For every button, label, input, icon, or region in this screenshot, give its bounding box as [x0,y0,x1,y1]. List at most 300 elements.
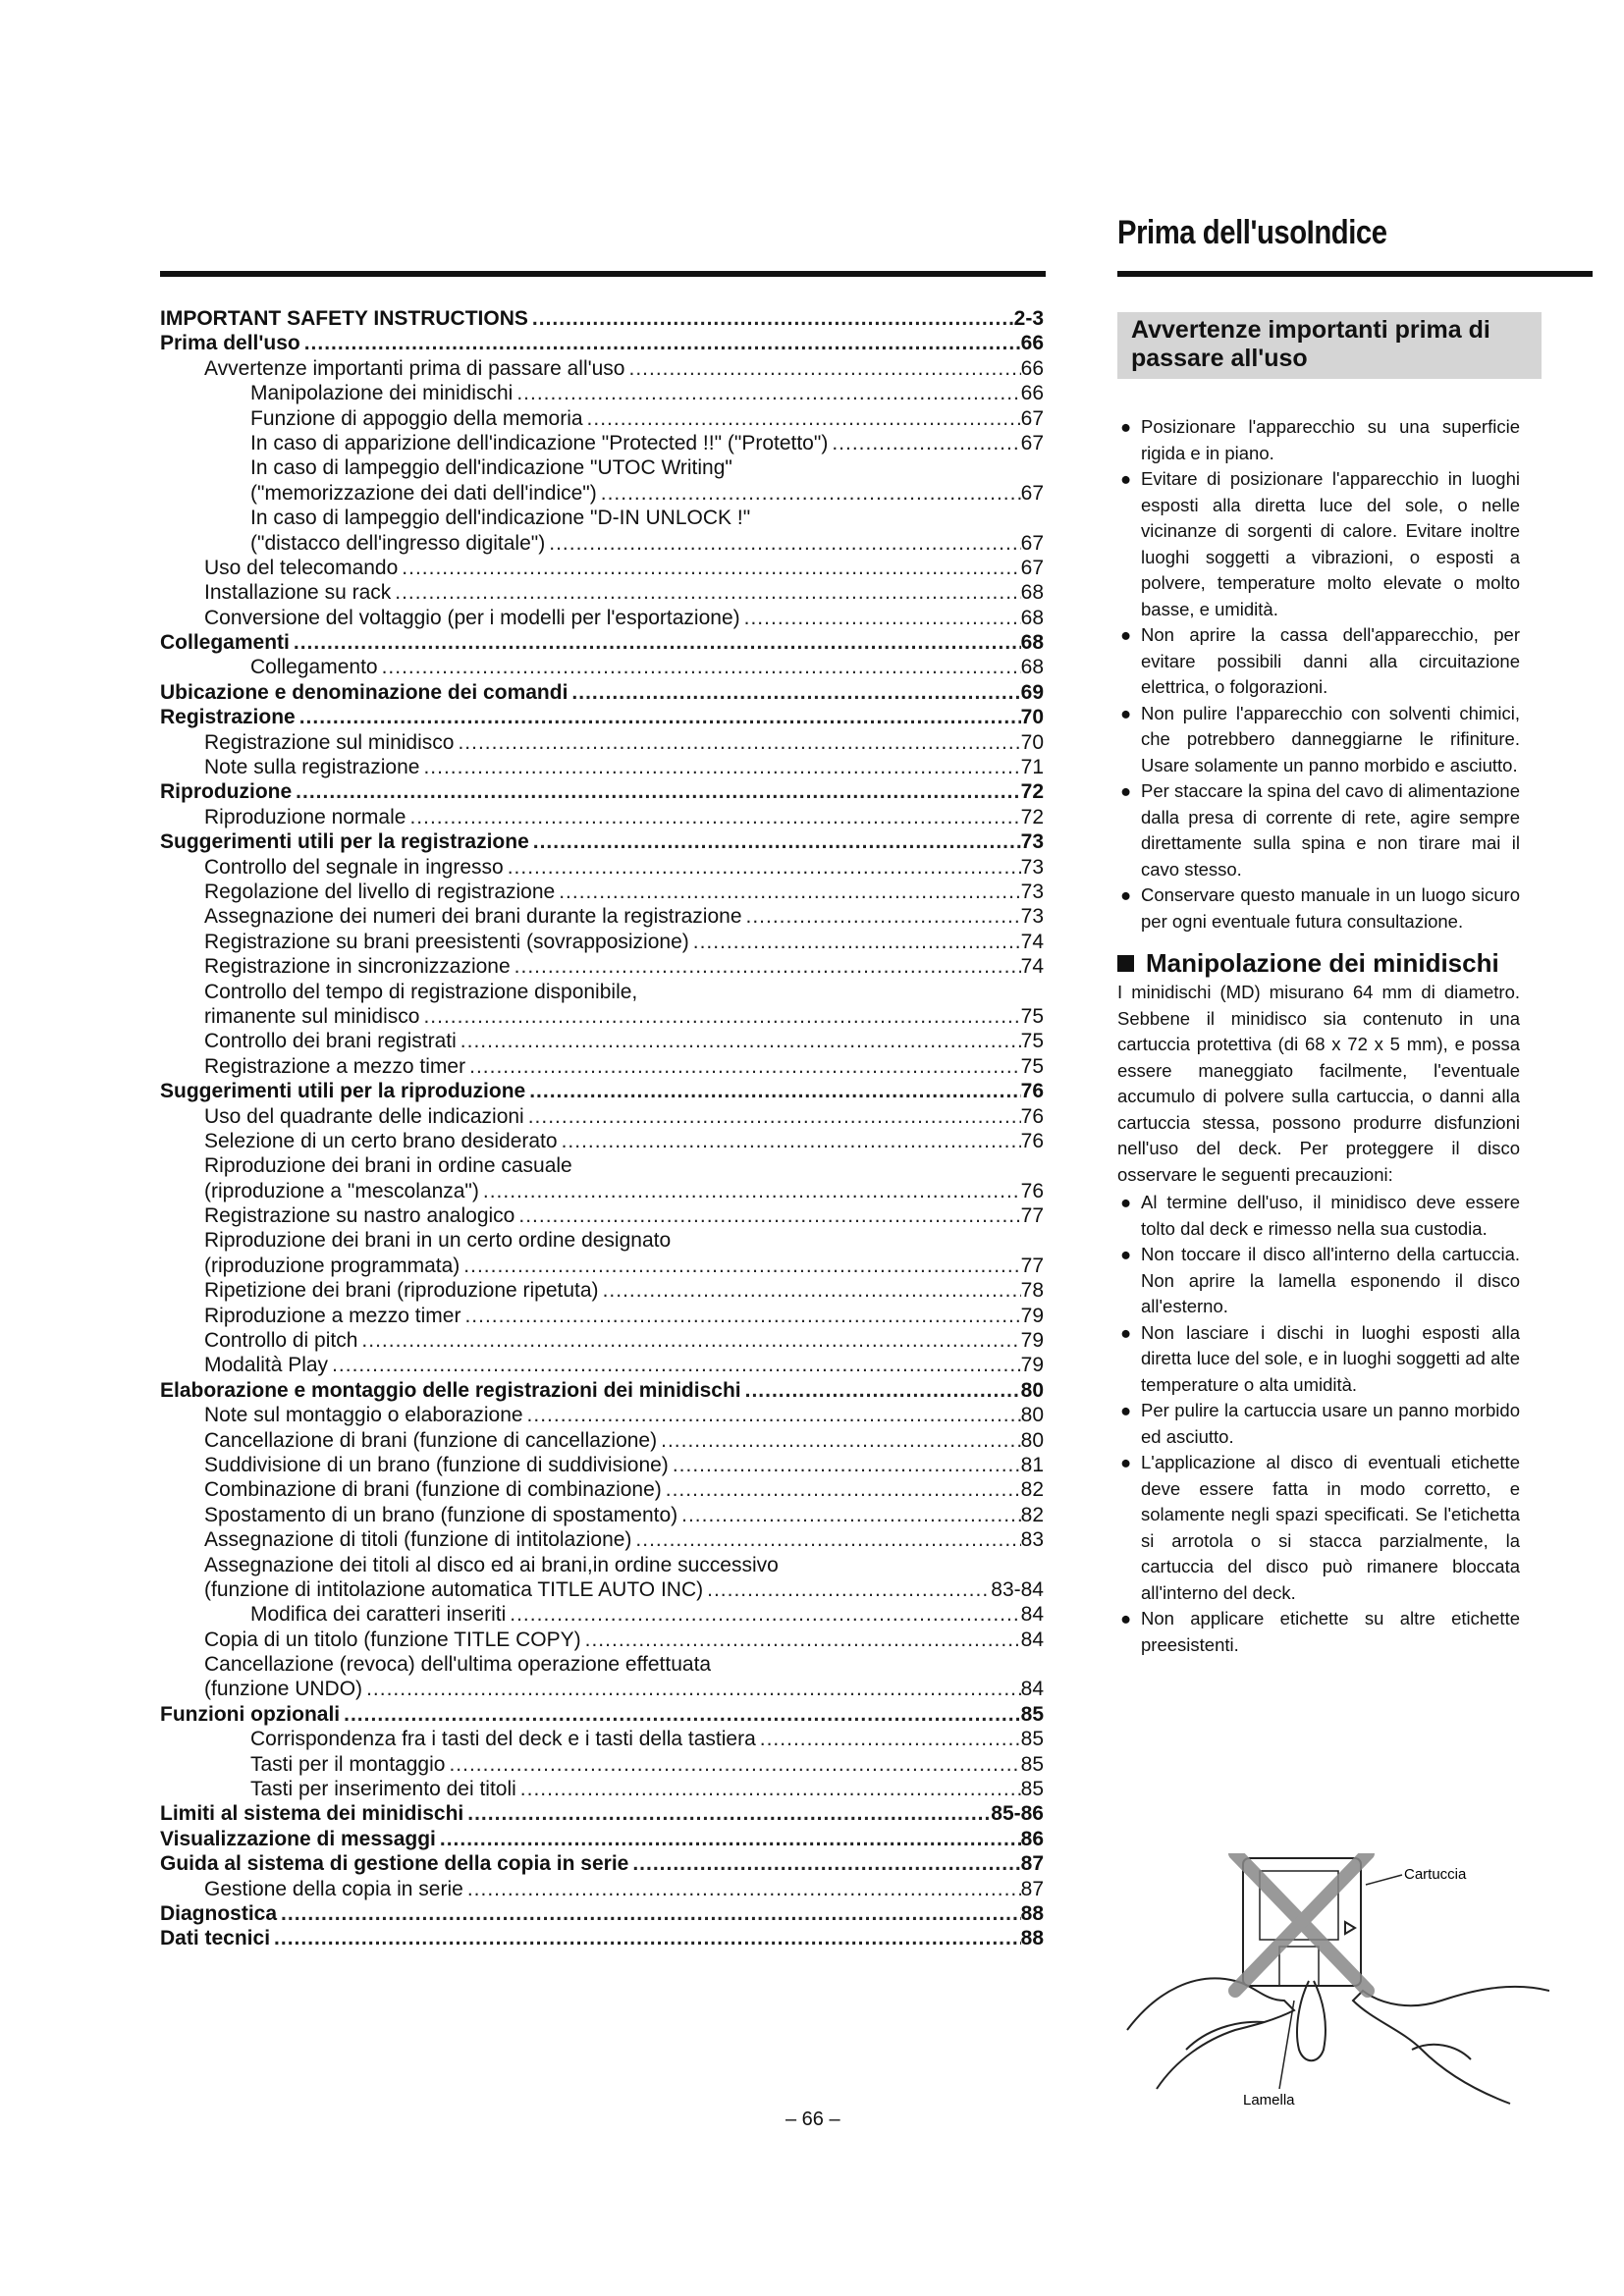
toc-entry-title: Uso del telecomando [204,556,399,579]
list-item [1117,414,1520,466]
toc-entry [160,730,1044,755]
toc-entry-page: 77 [1020,1254,1044,1277]
toc-entry-page: 88 [1020,1902,1044,1925]
toc-entry-page: 79 [1020,1354,1044,1377]
toc-entry-page: 79 [1020,1304,1044,1327]
toc-entry-page: 68 [1020,581,1044,605]
toc-entry-title: Registrazione su nastro analogico [204,1204,515,1228]
toc-leader-dots [328,1353,1021,1377]
toc-leader-dots [463,1877,1021,1901]
toc-leader-dots [270,1926,1021,1950]
toc-entry-title: Tasti per il montaggio [250,1752,446,1776]
toc-entry [160,630,1044,655]
toc-entry [160,1353,1044,1377]
toc-entry [160,1453,1044,1477]
bullet-dot-icon: ● [1120,1244,1132,1264]
header-rule-right [1117,271,1593,277]
toc-entry-title: Suddivisione di un brano (funzione di suddivisione) [204,1453,669,1476]
toc-entry [160,1602,1044,1627]
page-title: Prima dell'usoIndice [1117,214,1387,251]
list-item [1117,701,1520,779]
toc-entry-page: 67 [1020,431,1044,454]
toc-leader-dots [741,1378,1021,1403]
toc-leader-dots [406,805,1020,829]
toc-entry-title: Selezione di un certo brano desiderato [204,1129,558,1152]
toc-entry-title: Cancellazione (revoca) dell'ultima operazione effettuata [204,1653,712,1677]
toc-entry-title: In caso di lampeggio dell'indicazione "UTOC Writing" [250,456,732,480]
cartridge-leader-line [1366,1875,1402,1885]
toc-entry-page: 78 [1020,1279,1044,1303]
toc-leader-dots [460,1254,1020,1278]
bullet-dot-icon: ● [1120,1400,1132,1420]
toc-entry-title: Modifica dei caratteri inseriti [250,1603,507,1627]
toc-entry-page: 72 [1020,805,1044,828]
toc-entry-title: Regolazione del livello di registrazione [204,880,556,903]
toc-entry-title: Registrazione sul minidisco [204,730,455,754]
toc-leader-dots [300,331,1021,355]
toc-entry [160,880,1044,904]
list-item [1117,778,1520,882]
toc-entry [160,1079,1044,1103]
bullet-dot-icon: ● [1120,1321,1132,1343]
toc-entry [160,431,1044,455]
toc-entry [160,805,1044,829]
list-item [1117,1242,1520,1320]
toc-entry [160,1628,1044,1652]
bullet-dot-icon: ● [1120,884,1132,905]
list-item-text: L'applicazione al disco di eventuali etichette deve essere fatta in modo corretto, e solamente negli spazi specificati. Se l'etichetta si arrotola o si stacca parzialmente, la cartuccia del disco può rimanere bloccata all'interno del deck. [1141,1452,1520,1603]
minidisc-handling-illustration [1117,1853,1549,2109]
left-hand-outline [1127,1978,1294,2089]
toc-leader-dots [296,705,1021,729]
toc-leader-dots [445,1752,1020,1777]
bullet-dot-icon: ● [1120,624,1132,645]
toc-entry [160,531,1044,556]
toc-entry [160,1553,1044,1577]
toc-leader-dots [597,481,1021,506]
toc-entry-page: 68 [1020,656,1044,679]
toc-leader-dots [545,531,1020,556]
toc-leader-dots [528,306,1014,331]
bullet-dot-icon: ● [1120,1608,1132,1629]
list-item-text: Posizionare l'apparecchio su una superficie rigida e in piano. [1141,416,1520,463]
toc-entry-page: 76 [1020,1179,1044,1202]
bullet-dot-icon: ● [1120,1192,1132,1212]
toc-entry-page: 83 [1020,1528,1044,1552]
toc-entry [160,1153,1044,1178]
toc-leader-dots [625,356,1021,381]
page-number: – 66 – [785,2109,840,2130]
toc-entry [160,904,1044,929]
list-item-text: Per staccare la spina del cavo di alimentazione dalla presa di corrente di rete, agire sempre direttamente sulla spina e non tirare mai il cavo stesso. [1141,780,1520,880]
toc-entry-title: Diagnostica [160,1902,278,1925]
toc-entry [160,1752,1044,1777]
toc-leader-dots [581,1628,1021,1652]
list-item-text: Non pulire l'apparecchio con solventi chimici, che potrebbero danneggiarne le rifiniture. Usare solamente un panno morbido e asciutto. [1141,702,1520,775]
header-rule-left [160,271,1046,277]
toc-entry-page: 85 [1020,1728,1044,1751]
toc-entry [160,655,1044,679]
toc-entry [160,1104,1044,1129]
toc-entry-title: Controllo dei brani registrati [204,1030,457,1053]
cartridge-label: Cartuccia [1404,1866,1467,1883]
toc-leader-dots [290,630,1021,655]
toc-entry [160,1777,1044,1801]
toc-entry [160,1677,1044,1701]
toc-entry-page: 71 [1020,756,1044,779]
toc-entry-title: Ubicazione e denominazione dei comandi [160,680,568,704]
toc-leader-dots [662,1477,1021,1502]
toc-entry-title: rimanente sul minidisco [204,1004,420,1028]
toc-entry-title: Elaborazione e montaggio delle registrazioni dei minidischi [160,1378,741,1402]
toc-entry-title: (funzione UNDO) [204,1678,363,1701]
toc-entry-title: Spostamento di un brano (funzione di spostamento) [204,1503,678,1526]
section-heading [1117,948,1597,978]
toc-leader-dots [558,1129,1021,1153]
toc-entry-title: Registrazione a mezzo timer [204,1054,466,1078]
toc-entry [160,306,1044,331]
toc-entry-title: Copia di un titolo (funzione TITLE COPY) [204,1628,581,1651]
toc-entry-title: Controllo del tempo di registrazione disponibile, [204,980,638,1003]
toc-entry-page: 73 [1020,830,1044,854]
toc-leader-dots [677,1503,1021,1527]
section-box-title: Avvertenze importanti prima di passare all'uso [1117,312,1542,379]
cross-out-mark [1235,1853,1368,1991]
toc-entry-page: 84 [1020,1678,1044,1701]
toc-entry [160,356,1044,381]
toc-leader-dots [513,381,1020,405]
list-item-text: Non lasciare i dischi in luoghi esposti alla diretta luce del sole, e in luoghi soggetti ad alte temperature o alta umidità. [1141,1321,1520,1395]
toc-entry [160,1801,1044,1826]
toc-entry [160,705,1044,729]
toc-leader-dots [506,1602,1020,1627]
toc-leader-dots [362,1677,1021,1701]
list-item [1117,1606,1520,1658]
toc-entry-title: Registrazione su brani preesistenti (sovrapposizione) [204,930,689,953]
toc-entry-page: 83-84 [991,1577,1044,1601]
toc-entry-title: Guida al sistema di gestione della copia in serie [160,1852,629,1876]
toc-entry-title: Registrazione in sincronizzazione [204,955,511,979]
toc-entry [160,1702,1044,1727]
bullet-dot-icon: ● [1120,416,1132,437]
toc-entry-page: 72 [1020,780,1044,804]
toc-leader-dots [514,1203,1020,1228]
toc-entry-title: Funzione di appoggio della memoria [250,406,583,430]
square-bullet-icon [1117,955,1134,972]
toc-leader-dots [479,1179,1021,1203]
toc-entry-page: 70 [1020,706,1044,729]
toc-entry [160,855,1044,880]
toc-entry [160,506,1044,530]
toc-entry-page: 69 [1020,680,1044,704]
toc-leader-dots [742,904,1021,929]
toc-entry-title: Riproduzione [160,780,293,804]
list-item-text: Non aprire la cassa dell'apparecchio, per evitare possibili danni alla circuitazione elettrica, o folgorazioni. [1141,624,1520,697]
toc-entry-title: Riproduzione normale [204,805,406,828]
list-item-text: Conservare questo manuale in un luogo sicuro per ogni eventuale futura consultazione. [1141,884,1520,932]
toc-leader-dots [465,1054,1021,1079]
toc-leader-dots [357,1328,1020,1353]
toc-entry-page: 2-3 [1013,307,1044,330]
toc-entry-page: 77 [1020,1204,1044,1228]
toc-entry-title: Uso del quadrante delle indicazioni [204,1104,524,1128]
toc-entry-page: 68 [1020,606,1044,629]
toc-entry-title: Corrispondenza fra i tasti del deck e i tasti della tastiera [250,1728,756,1751]
list-item [1117,882,1520,934]
toc-entry-page: 66 [1020,332,1044,355]
toc-leader-dots [599,1278,1021,1303]
toc-entry-page: 75 [1020,1004,1044,1028]
right-finger-outline [1412,2045,1471,2059]
toc-entry-title: Riproduzione a mezzo timer [204,1304,461,1327]
toc-entry [160,1328,1044,1353]
toc-leader-dots [657,1428,1021,1453]
toc-entry-title: Modalità Play [204,1354,329,1377]
toc-entry [160,1029,1044,1053]
toc-entry [160,481,1044,506]
toc-entry [160,954,1044,979]
toc-entry-page: 75 [1020,1054,1044,1078]
toc-entry-title: Cancellazione di brani (funzione di cancellazione) [204,1428,658,1452]
toc-leader-dots [740,606,1021,630]
toc-entry-title: Collegamento [250,656,378,679]
toc-entry-page: 80 [1020,1404,1044,1427]
toc-entry [160,755,1044,779]
toc-entry-title: Gestione della copia in serie [204,1877,463,1900]
toc-entry [160,455,1044,480]
toc-entry [160,1926,1044,1950]
toc-entry-page: 88 [1020,1927,1044,1950]
toc-entry-page: 85 [1020,1778,1044,1801]
toc-entry [160,606,1044,630]
toc-entry-page: 73 [1020,855,1044,879]
toc-entry-page: 85-86 [991,1802,1044,1826]
right-column [1117,312,1597,1658]
toc-entry [160,1203,1044,1228]
toc-entry-page: 85 [1020,1752,1044,1776]
toc-entry [160,1403,1044,1427]
list-item-text: Per pulire la cartuccia usare un panno morbido ed asciutto. [1141,1400,1520,1447]
toc-entry-title: ("distacco dell'ingresso digitale") [250,531,546,555]
toc-leader-dots [529,829,1021,854]
toc-entry-page: 81 [1020,1453,1044,1476]
toc-entry-page: 74 [1020,955,1044,979]
toc-entry-title: Note sulla registrazione [204,756,420,779]
toc-entry-page: 80 [1020,1378,1044,1402]
toc-leader-dots [277,1901,1021,1926]
toc-entry [160,1652,1044,1677]
list-item-text: Non toccare il disco all'interno della cartuccia. Non aprire la lamella esponendo il disco all'esterno. [1141,1244,1520,1316]
toc-entry [160,1228,1044,1253]
toc-leader-dots [419,1004,1020,1029]
toc-entry-title: Avvertenze importanti prima di passare all'uso [204,356,625,380]
toc-entry-title: Conversione del voltaggio (per i modelli per l'esportazione) [204,606,740,629]
toc-entry-title: Riproduzione dei brani in un certo ordine designato [204,1229,672,1253]
toc-leader-dots [516,1777,1021,1801]
toc-entry-title: In caso di lampeggio dell'indicazione "D-IN UNLOCK !" [250,507,751,530]
list-item-text: Non applicare etichette su altre etichette preesistenti. [1141,1608,1520,1655]
toc-leader-dots [555,880,1020,904]
toc-entry-page: 67 [1020,556,1044,579]
list-item [1117,466,1520,622]
toc-leader-dots [340,1702,1021,1727]
toc-entry-title: Assegnazione dei titoli al disco ed ai brani,in ordine successivo [204,1553,779,1576]
toc-leader-dots [703,1577,991,1602]
toc-leader-dots [524,1104,1021,1129]
toc-entry-page: 76 [1020,1080,1044,1103]
list-item-text: Al termine dell'uso, il minidisco deve essere tolto dal deck e rimesso nella sua custodia. [1141,1192,1520,1239]
toc-entry [160,381,1044,405]
toc-entry [160,930,1044,954]
toc-entry-page: 67 [1020,531,1044,555]
section-heading-text: Manipolazione dei minidischi [1146,948,1499,978]
toc-entry-title: Suggerimenti utili per la riproduzione [160,1080,526,1103]
toc-entry-title: Ripetizione dei brani (riproduzione ripetuta) [204,1279,599,1303]
toc-entry [160,829,1044,854]
toc-entry-page: 68 [1020,631,1044,655]
toc-entry [160,1477,1044,1502]
toc-entry-title: Manipolazione dei minidischi [250,382,514,405]
toc-leader-dots [689,930,1021,954]
shutter-shape [1279,1947,1319,1986]
toc-entry [160,1503,1044,1527]
list-item [1117,1398,1520,1450]
toc-entry-title: Note sul montaggio o elaborazione [204,1404,523,1427]
toc-leader-dots [436,1827,1021,1851]
toc-leader-dots [463,1801,991,1826]
toc-entry-page: 84 [1020,1603,1044,1627]
toc-leader-dots [460,1304,1020,1328]
toc-entry-title: In caso di apparizione dell'indicazione "Protected !!" ("Protetto") [250,431,829,454]
toc-leader-dots [628,1851,1020,1876]
bullet-dot-icon: ● [1120,780,1132,801]
toc-leader-dots [504,855,1021,880]
toc-entry-page: 66 [1020,382,1044,405]
toc-entry-page: 85 [1020,1702,1044,1726]
table-of-contents [160,306,1044,1951]
toc-entry-page: 76 [1020,1104,1044,1128]
toc-entry-title: IMPORTANT SAFETY INSTRUCTIONS [160,307,528,330]
toc-entry [160,1378,1044,1403]
toc-entry [160,1304,1044,1328]
toc-entry-title: Limiti al sistema dei minidischi [160,1802,464,1826]
toc-entry [160,1901,1044,1926]
toc-entry [160,331,1044,355]
toc-leader-dots [583,406,1021,431]
toc-leader-dots [525,1079,1020,1103]
toc-leader-dots [631,1527,1020,1552]
toc-leader-dots [828,431,1020,455]
toc-leader-dots [292,779,1020,804]
toc-entry [160,1254,1044,1278]
toc-entry [160,1851,1044,1876]
toc-entry-title: Prima dell'uso [160,332,300,355]
toc-leader-dots [568,680,1020,705]
toc-leader-dots [523,1403,1021,1427]
toc-entry-page: 87 [1020,1852,1044,1876]
toc-entry [160,1054,1044,1079]
toc-entry-page: 70 [1020,730,1044,754]
toc-entry [160,1827,1044,1851]
shutter-label: Lamella [1243,2092,1295,2109]
toc-entry-title: (funzione di intitolazione automatica TITLE AUTO INC) [204,1577,704,1601]
toc-entry-title: Collegamenti [160,631,290,655]
toc-entry [160,1727,1044,1751]
toc-entry [160,680,1044,705]
toc-entry [160,980,1044,1004]
toc-entry-page: 73 [1020,905,1044,929]
toc-entry-page: 66 [1020,356,1044,380]
toc-entry [160,1577,1044,1602]
toc-entry-title: Registrazione [160,706,296,729]
toc-entry-title: Assegnazione di titoli (funzione di intitolazione) [204,1528,632,1552]
toc-entry-page: 74 [1020,930,1044,953]
toc-entry-page: 84 [1020,1628,1044,1651]
list-item [1117,1320,1520,1399]
section-paragraph: I minidischi (MD) misurano 64 mm di diametro. Sebbene il minidisco sia contenuto in una cartuccia protettiva (di 68 x 72 x 5 mm), e possa essere maneggiato facilmente, l'eventuale accumulo di polvere sulla cartuccia, o danni alla cartuccia stessa, possono produrre disfunzioni nell'uso del deck. Per proteggere il disco osservare le seguenti precauzioni: [1117,982,1520,1185]
toc-entry-title: Riproduzione dei brani in ordine casuale [204,1154,572,1178]
toc-entry-page: 75 [1020,1030,1044,1053]
disc-care-list [1117,1190,1520,1658]
toc-leader-dots [398,556,1020,580]
toc-leader-dots [457,1029,1021,1053]
toc-entry-page: 73 [1020,880,1044,903]
toc-entry-title: Funzioni opzionali [160,1702,341,1726]
toc-entry [160,1179,1044,1203]
toc-entry-title: Suggerimenti utili per la registrazione [160,830,529,854]
toc-entry-page: 67 [1020,406,1044,430]
toc-leader-dots [454,730,1020,755]
toc-entry-page: 82 [1020,1503,1044,1526]
toc-entry-page: 80 [1020,1428,1044,1452]
toc-leader-dots [511,954,1021,979]
list-item-text: Evitare di posizionare l'apparecchio in luoghi esposti alla diretta luce del sole, o nelle vicinanze di sorgenti di calore. Evitare inoltre luoghi soggetti a vibrazioni, o esposti a polvere, temperature molto elevate o molto basse, e umidità. [1141,468,1520,619]
toc-entry-title: Installazione su rack [204,581,392,605]
toc-entry-title: Controllo del segnale in ingresso [204,855,504,879]
toc-entry-title: Controllo di pitch [204,1329,358,1353]
toc-entry-page: 76 [1020,1129,1044,1152]
toc-entry-title: Dati tecnici [160,1927,271,1950]
toc-entry-page: 79 [1020,1329,1044,1353]
bullet-dot-icon: ● [1120,702,1132,723]
toc-leader-dots [391,580,1020,605]
toc-leader-dots [419,755,1020,779]
right-hand-outline [1353,1987,1549,2104]
bullet-dot-icon: ● [1120,1452,1132,1472]
toc-leader-dots [756,1727,1021,1751]
toc-entry-page: 67 [1020,481,1044,505]
toc-entry [160,1877,1044,1901]
toc-entry [160,1004,1044,1029]
toc-entry [160,1527,1044,1552]
list-item [1117,622,1520,701]
toc-entry [160,406,1044,431]
toc-entry-title: (riproduzione programmata) [204,1254,460,1277]
bullet-dot-icon: ● [1120,468,1132,489]
toc-leader-dots [378,655,1021,679]
toc-entry-title: Tasti per inserimento dei titoli [250,1778,516,1801]
toc-leader-dots [669,1453,1021,1477]
toc-entry-title: Visualizzazione di messaggi [160,1827,436,1850]
toc-entry [160,779,1044,804]
toc-entry-title: Combinazione di brani (funzione di combinazione) [204,1478,662,1502]
toc-entry [160,556,1044,580]
toc-entry [160,580,1044,605]
toc-entry [160,1278,1044,1303]
toc-entry-title: ("memorizzazione dei dati dell'indice") [250,481,597,505]
toc-entry-page: 86 [1020,1827,1044,1850]
arrow-icon [1345,1922,1355,1934]
